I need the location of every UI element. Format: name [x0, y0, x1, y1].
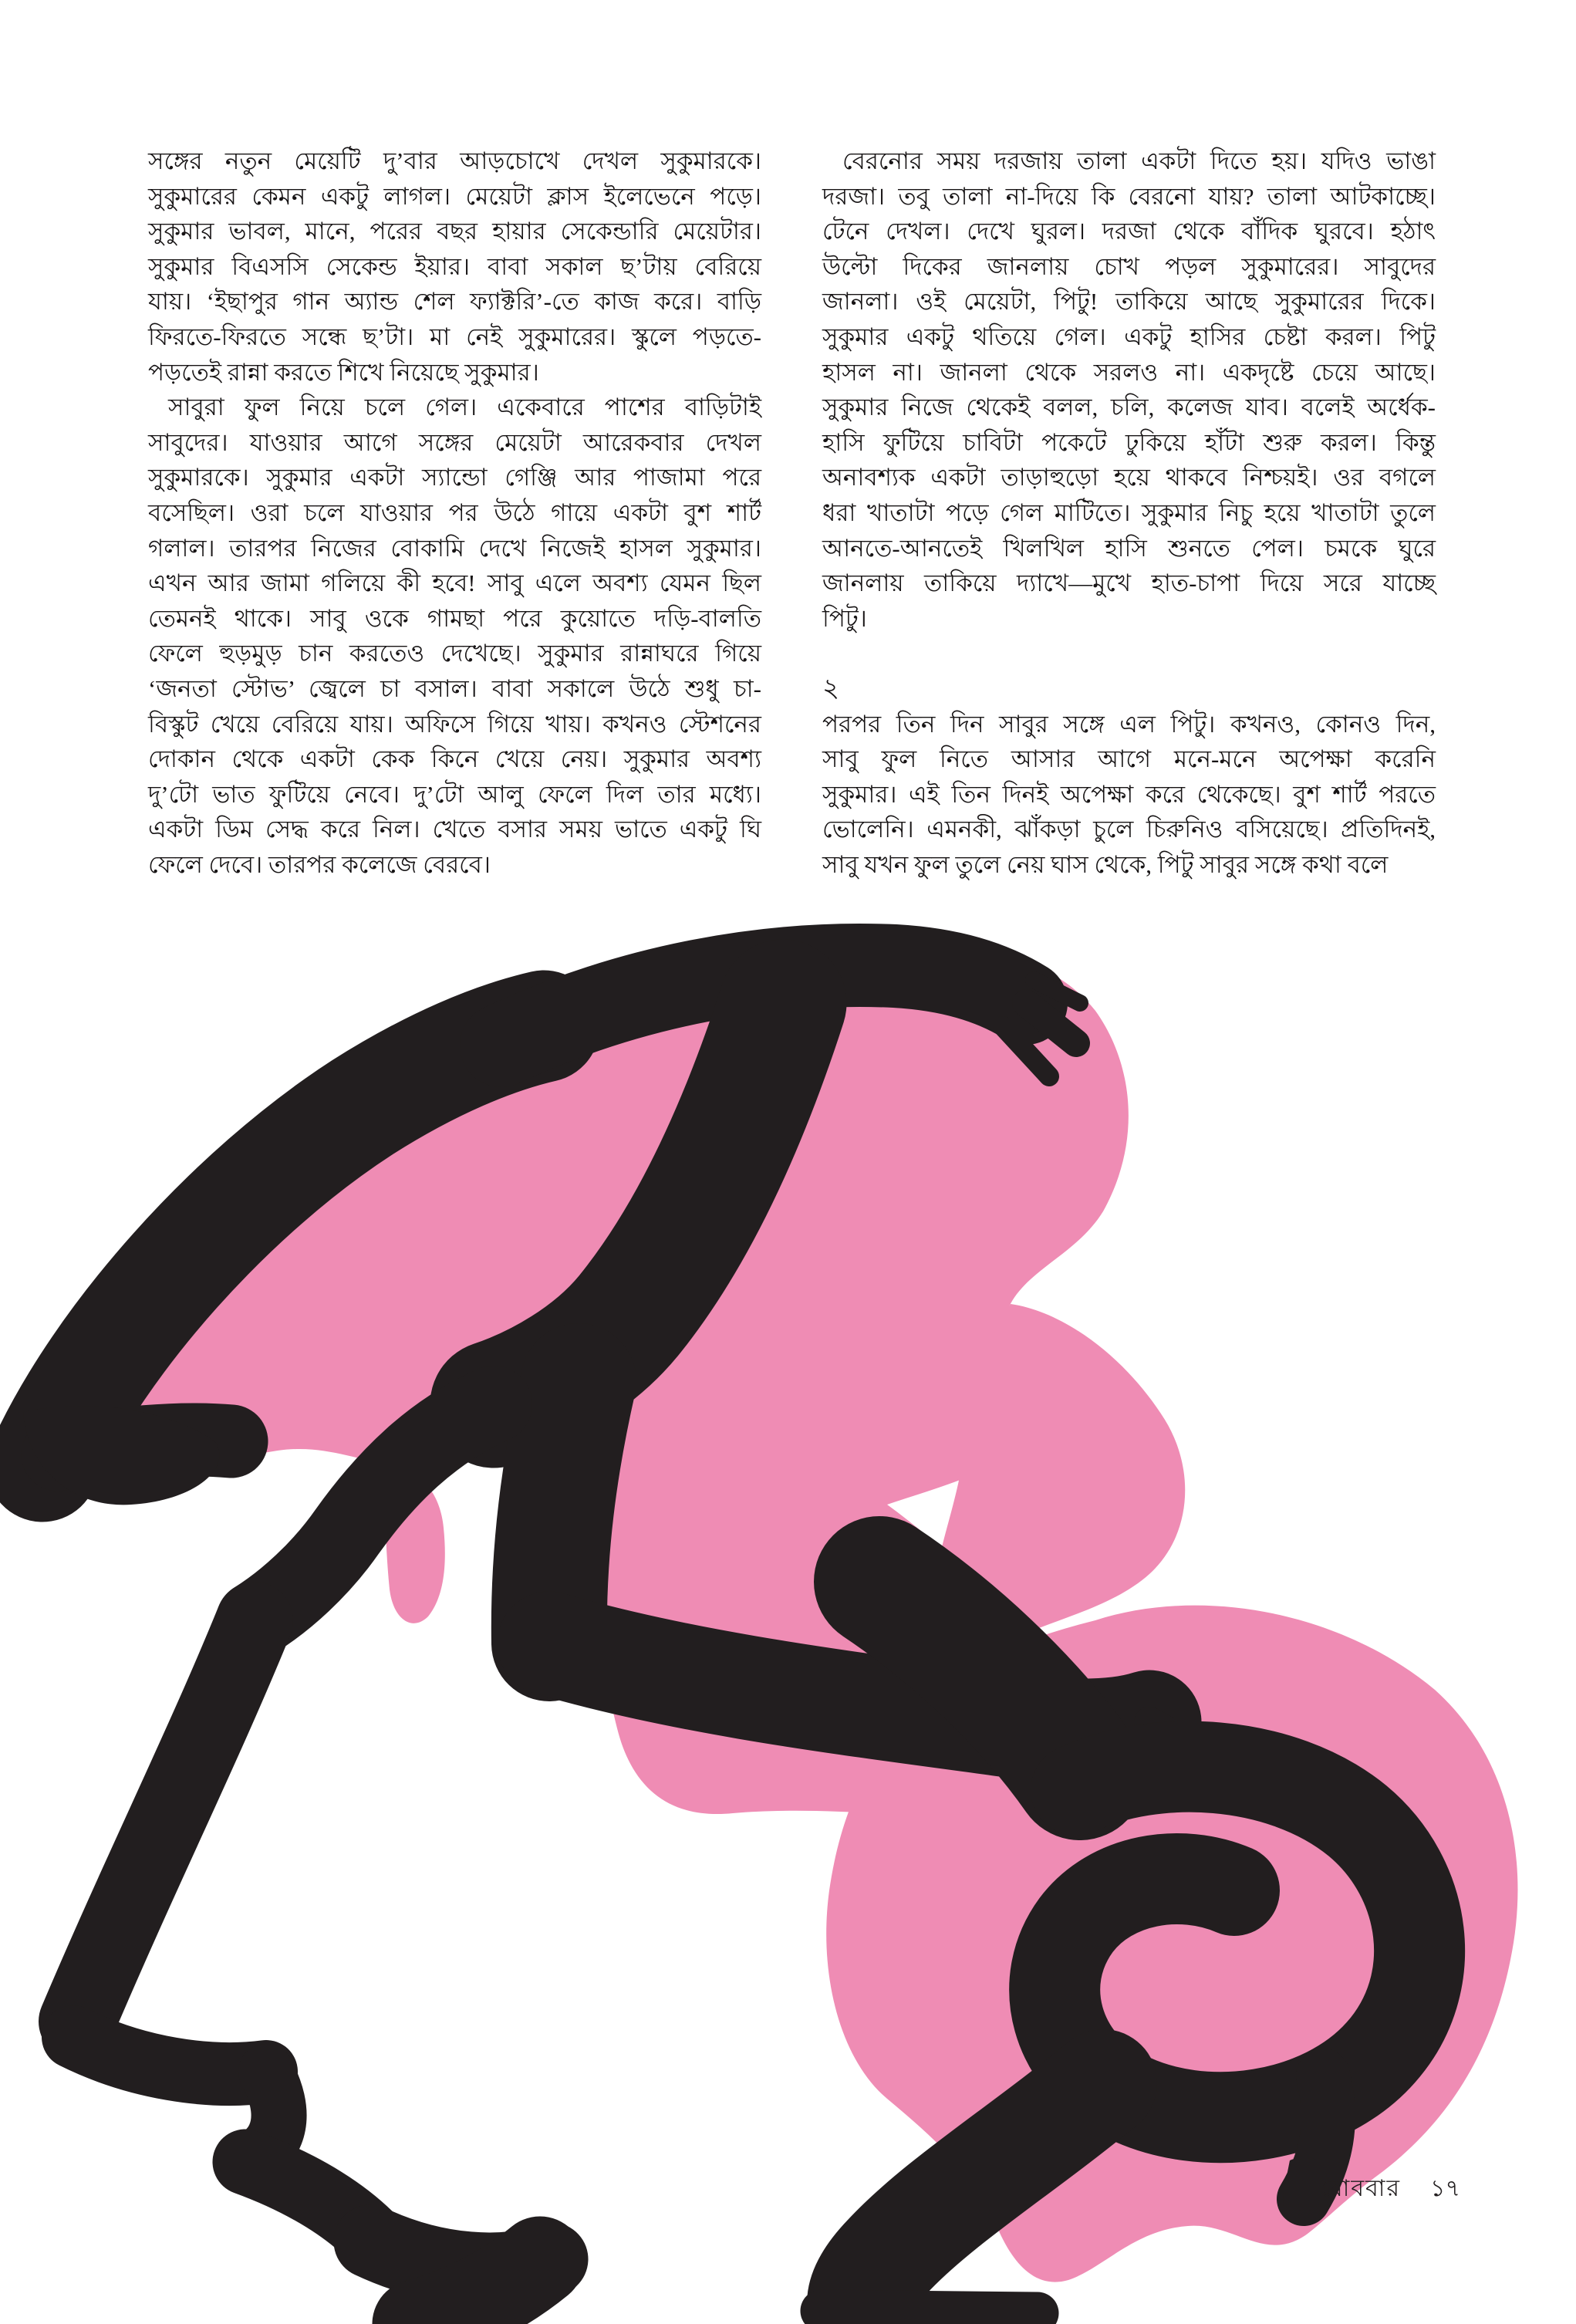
page-footer	[1321, 2170, 1460, 2209]
text-line: পিটু।	[822, 604, 867, 632]
section-number	[822, 671, 1436, 707]
text-line: দরজা। তবু তালা না-দিয়ে কি বেরনো যায়? তালা আটকাচ্ছে।	[822, 182, 1436, 210]
text-line: গলাল। তারপর নিজের বোকামি দেখে নিজেই হাসল সুকুমার।	[148, 534, 761, 562]
paragraph	[148, 144, 761, 390]
text-line: একটা ডিম সেদ্ধ করে নিল। খেতে বসার সময় ভাতে একটু ঘি	[148, 816, 761, 843]
section-number-label: ২	[822, 674, 840, 703]
text-line: সঙ্গের নতুন মেয়েটি দু’বার আড়চোখে দেখল সুকুমারকে।	[148, 147, 761, 174]
story-column-left	[148, 144, 761, 882]
text-line: বেরনোর সময় দরজায় তালা একটা দিতে হয়। যদিও ভাঙা	[842, 147, 1436, 174]
text-line: এখন আর জামা গলিয়ে কী হবে! সাবু এলে অবশ্য যেমন ছিল	[148, 569, 761, 597]
text-line: উল্টো দিকের জানলায় চোখ পড়ল সুকুমারের। সাবুদের	[822, 252, 1436, 280]
magazine-name: রোববার	[1321, 2176, 1401, 2201]
text-line: দু’টো ভাত ফুটিয়ে নেবে। দু’টো আলু ফেলে দিল তার মধ্যে।	[148, 780, 761, 808]
text-line: তেমনই থাকে। সাবু ওকে গামছা পরে কুয়োতে দড়ি-বালতি	[148, 604, 761, 632]
text-line: পরপর তিন দিন সাবুর সঙ্গে এল পিটু। কখনও, কোনও দিন,	[822, 710, 1436, 738]
text-line: টেনে দেখল। দেখে ঘুরল। দরজা থেকে বাঁদিক ঘুরবে। হঠাৎ	[822, 218, 1436, 245]
text-line: বিস্কুট খেয়ে বেরিয়ে যায়। অফিসে গিয়ে খায়। কখনও স্টেশনের	[148, 710, 761, 738]
text-line: জানলায় তাকিয়ে দ্যাখে—মুখে হাত-চাপা দিয়ে সরে যাচ্ছে	[822, 569, 1436, 597]
text-line: সাবুদের। যাওয়ার আগে সঙ্গের মেয়েটা আরেকবার দেখল	[148, 428, 761, 456]
text-line: সুকুমার নিজে থেকেই বলল, চলি, কলেজ যাব। বলেই অর্ধেক-	[822, 394, 1436, 421]
text-line: সুকুমার ভাবল, মানে, পরের বছর হায়ার সেকেন্ডারি মেয়েটার।	[148, 218, 761, 245]
text-line: যায়। ‘ইছাপুর গান অ্যান্ড শেল ফ্যাক্টরি’-তে কাজ করে। বাড়ি	[148, 288, 761, 316]
text-line: সাবু ফুল নিতে আসার আগে মনে-মনে অপেক্ষা করেনি	[822, 745, 1436, 773]
text-line: ধরা খাতাটা পড়ে গেল মাটিতে। সুকুমার নিচু হয়ে খাতাটা তুলে	[822, 498, 1436, 526]
text-line: ভোলেনি। এমনকী, ঝাঁকড়া চুলে চিরুনিও বসিয়েছে। প্রতিদিনই,	[822, 816, 1436, 843]
text-line: দোকান থেকে একটা কেক কিনে খেয়ে নেয়। সুকুমার অবশ্য	[148, 745, 761, 773]
page-number: ১৭	[1429, 2176, 1460, 2201]
text-line: হাসি ফুটিয়ে চাবিটা পকেটে ঢুকিয়ে হাঁটা শুরু করল। কিন্তু	[822, 428, 1436, 456]
text-line: ফেলে হুড়মুড় চান করতেও দেখেছে। সুকুমার রান্নাঘরে গিয়ে	[148, 640, 761, 667]
text-line: ‘জনতা স্টোভ’ জ্বেলে চা বসাল। বাবা সকালে উঠে শুধু চা-	[148, 674, 761, 702]
paragraph	[148, 390, 761, 882]
text-line: সুকুমারের কেমন একটু লাগল। মেয়েটা ক্লাস ইলেভেনে পড়ে।	[148, 182, 761, 210]
text-line: অনাবশ্যক একটা তাড়াহুড়ো হয়ে থাকবে নিশ্চয়ই। ওর বগলে	[822, 464, 1436, 491]
text-line: হাসল না। জানলা থেকে সরলও না। একদৃষ্টে চেয়ে আছে।	[822, 358, 1436, 386]
text-line: বসেছিল। ওরা চলে যাওয়ার পর উঠে গায়ে একটা বুশ শার্ট	[148, 498, 761, 526]
paragraph	[822, 144, 1436, 636]
text-line: সুকুমার একটু থতিয়ে গেল। একটু হাসির চেষ্টা করল। পিটু	[822, 323, 1436, 350]
text-line: সুকুমারকে। সুকুমার একটা স্যান্ডো গেঞ্জি আর পাজামা পরে	[148, 464, 761, 491]
text-line: ফিরতে-ফিরতে সন্ধে ছ’টা। মা নেই সুকুমারের। স্কুলে পড়তে-	[148, 323, 761, 350]
text-line: আনতে-আনতেই খিলখিল হাসি শুনতে পেল। চমকে ঘুরে	[822, 534, 1436, 562]
text-line: জানলা। ওই মেয়েটা, পিটু! তাকিয়ে আছে সুকুমারের দিকে।	[822, 288, 1436, 316]
text-line: সাবু যখন ফুল তুলে নেয় ঘাস থেকে, পিটু সাবুর সঙ্গে কথা বলে	[822, 850, 1389, 878]
text-line: পড়তেই রান্না করতে শিখে নিয়েছে সুকুমার।	[148, 358, 539, 386]
text-line: সাবুরা ফুল নিয়ে চলে গেল। একেবারে পাশের বাড়িটাই	[168, 394, 761, 421]
text-line: সুকুমার বিএসসি সেকেন্ড ইয়ার। বাবা সকাল ছ’টায় বেরিয়ে	[148, 252, 761, 280]
text-line: সুকুমার। এই তিন দিনই অপেক্ষা করে থেকেছে। বুশ শার্ট পরতে	[822, 780, 1436, 808]
paragraph	[822, 707, 1436, 883]
text-line: ফেলে দেবে। তারপর কলেজে বেরবে।	[148, 850, 491, 878]
story-column-right	[822, 144, 1436, 882]
